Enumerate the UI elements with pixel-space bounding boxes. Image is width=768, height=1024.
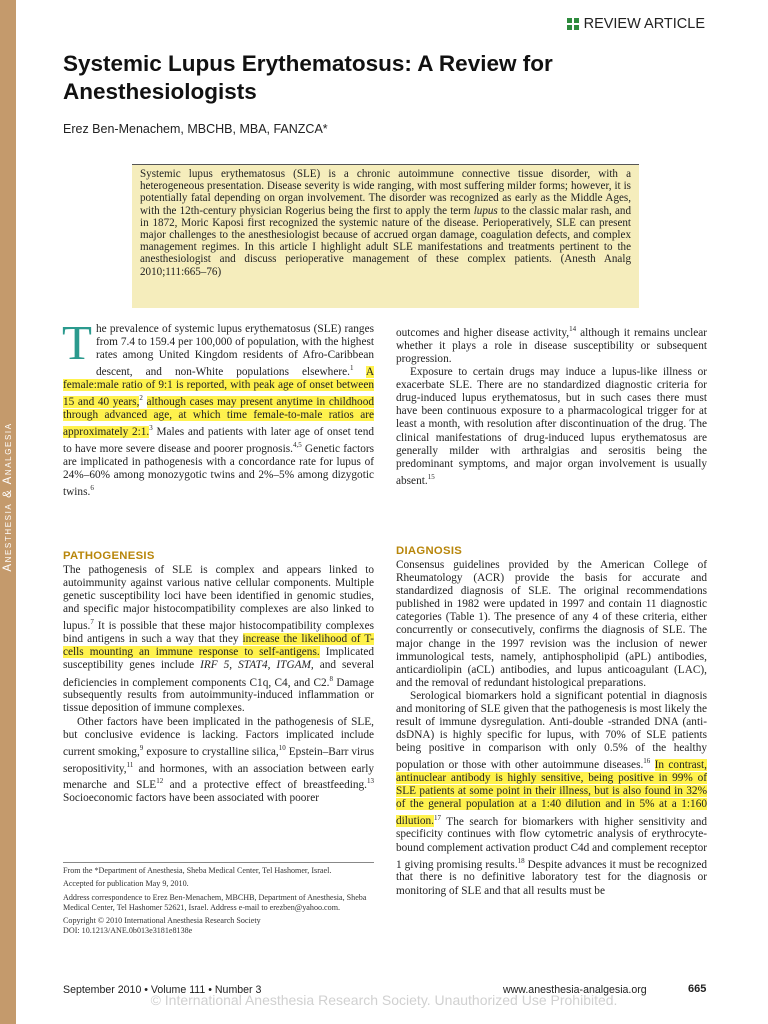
pathogenesis-paragraph-2	[63, 716, 374, 806]
ref: 17	[433, 813, 441, 822]
gene-names: IRF 5, STAT4, ITGAM,	[200, 659, 314, 672]
diagnosis-section	[396, 559, 707, 898]
intro-text-2: Males and patients with later age of onset tend to have more severe disease and poorer prognosis.	[63, 425, 374, 455]
text: The pathogenesis of SLE is complex and appears linked to autoimmunity against various native cellular components. Multiple genetic susceptibility loci have been identified in genomic studies, and specific major histocompatibility complexes are also linked to lupus.	[63, 564, 374, 633]
drug-induced-section	[396, 323, 707, 488]
footnote-affiliation: From the *Department of Anesthesia, Sheba Medical Center, Tel Hashomer, Israel.	[63, 866, 332, 875]
diagnosis-heading: DIAGNOSIS	[396, 545, 463, 557]
page-number: 665	[688, 983, 707, 995]
text: and a protective effect of breastfeeding.	[169, 779, 367, 792]
highlight-tcells: increase the likelihood of T-cells mounting an immune response to self-antigens.	[63, 633, 374, 659]
ref: 14	[569, 325, 577, 333]
text: The search for biomarkers with higher sensitivity and specificity continues with flow cytometric analysis of erythrocyte-bound complement activation product C4d and complement receptor 1 giving promising results.	[396, 815, 707, 871]
intro-text: he prevalence of systemic lupus erythematosus (SLE) ranges from 7.4 to 159.4 per 100,000 of population, with the highest rates among United Kingdom residents of Afro-Caribbean descent, and non-White populations elsewhere.	[95, 323, 374, 379]
ref: 10	[278, 743, 286, 752]
text: exposure to crystalline silica,	[146, 745, 279, 758]
article-type-tag	[567, 16, 705, 32]
ref: 9	[139, 743, 144, 752]
diagnosis-paragraph-2	[396, 690, 707, 898]
footnote-doi: DOI: 10.1213/ANE.0b013e3181e8138e	[63, 926, 193, 936]
ref: 15	[427, 472, 435, 481]
text: Other factors have been implicated in the pathogenesis of SLE, but conclusive evidence is lacking. Factors implicated include current smoking,	[63, 715, 374, 758]
article-title: Systemic Lupus Erythematosus: A Review for Anesthesiologists	[63, 51, 553, 104]
text: Despite advances it must be recognized that there is no definitive laboratory test for the diagnosis or monitoring of SLE and that all results must be	[396, 858, 707, 897]
text: and hormones, with an association between early menarche and SLE	[63, 762, 375, 792]
pathogenesis-section	[63, 564, 374, 805]
intro-section	[62, 315, 375, 499]
drop-cap: T	[62, 315, 92, 370]
text: and several deficiencies in complement components C1q, C4, and C2.	[63, 659, 374, 689]
text: Exposure to certain drugs may induce a lupus-like illness or exacerbate SLE. There are no standardized diagnostic criteria for drug-induced lupus erythematosus, but in such cases there must have been continuous exposure to a pharmacological trigger for at least a month, with resolution after discontinuation of the drug. The clinical manifestations of drug-induced lupus erythematosus are generally milder with arthralgias and serositis being the predominant symptoms, and major organ involvement is usually absent.	[396, 366, 707, 487]
abstract-box	[132, 164, 639, 308]
text: Damage subsequently results from autoimmunity-induced inflammation or tissue deposition of immune complexes.	[63, 676, 374, 715]
intro-text-3: Genetic factors are implicated in pathogenesis with a concordance rate for lupus of 24%–60% among monozygotic twins and 2%–5% among dizygotic twins.	[63, 442, 375, 498]
article-type-label: REVIEW ARTICLE	[583, 16, 705, 32]
abstract-text: Systemic lupus erythematosus (SLE) is a chronic autoimmune connective tissue disorder, with a heterogeneous presentation. Disease severity is wide ranging, with most suffering milder forms; however, it is potentially fatal depending on organ involvement. The disorder was recognized as early as the Middle Ages, with the 12th-century physician Rogerius being the first to apply the term	[140, 168, 631, 217]
intro-paragraph	[62, 315, 375, 499]
text: Socioeconomic factors have been associated with poorer	[63, 792, 319, 805]
text: although it remains unclear whether it plays a role in disease susceptibility or subsequent progression.	[396, 326, 707, 365]
diagnosis-paragraph-1: Consensus guidelines provided by the American College of Rheumatology (ACR) provide the basis for accurate and standardized diagnosis of SLE. The original recommendations published in 1982 were updated in 1997 and contain 11 diagnostic categories (Table 1). The presence of any 4 of these criteria, either concurrently or consecutively, confirms the diagnosis of SLE. The major change in the 1997 revision was the inclusion of newer immunological tests, namely, antiphospholipid (aPL) antibodies, anticardiolipin (aCL) antibodies, and lupus anticoagulant (LAC), and the removal of redundant histological preparations.	[396, 559, 707, 689]
ref: 13	[367, 777, 374, 786]
journal-sidebar	[0, 0, 16, 1024]
journal-name: Anesthesia & Analgesia	[2, 422, 14, 572]
ref: 18	[517, 856, 525, 865]
ref: 11	[126, 760, 134, 769]
issue-info: September 2010 • Volume 111 • Number 3	[63, 984, 262, 996]
right-paragraph-1	[396, 323, 707, 366]
text: It is possible that these major histocompatibility complexes bind antigens in such a way that they	[63, 620, 374, 646]
author-line: Erez Ben-Menachem, MBCHB, MBA, FANZCA*	[63, 122, 328, 136]
text: Epstein–Barr virus seropositivity,	[63, 745, 375, 775]
ref: 12	[156, 777, 164, 786]
ref: 3	[149, 424, 153, 433]
ref: 4,5	[292, 441, 302, 450]
right-paragraph-2	[396, 366, 707, 488]
text: Serological biomarkers hold a significant potential in diagnosis and monitoring of SLE given that the pathogenesis is most likely the result of immune dysregulation. Anti-double -stranded DNA (anti-dsDNA) is highly specific for lupus, with 70% of SLE patients being positive in comparison with only 0.5% of the healthy population or those with other autoimmune diseases.	[396, 689, 707, 772]
abstract-citation: (Anesth Analg 2010;111:665–76)	[140, 253, 631, 278]
abstract-text-2: to the classic malar rash, and in 1872, Moric Kaposi first recognized the systemic nature of the disease. Perioperatively, SLE can present major challenges to the anesthesiologist because of accrued organ damage, coagulation defects, and complex management regimes. In this article I highlight adult SLE manifestations and treatments pertinent to the anesthesiologist and discuss perioperative management of these complex patients.	[140, 204, 631, 266]
footnote-accepted: Accepted for publication May 9, 2010.	[63, 879, 189, 889]
pathogenesis-heading: PATHOGENESIS	[63, 550, 155, 562]
ref: 8	[329, 674, 334, 683]
highlight-age: although cases may present anytime in childhood through advanced age, at which time female-to-male ratios are approximately 2:1.	[63, 396, 375, 438]
highlight-ratio: A female:male ratio of 9:1 is reported, with peak age of onset between 15 and 40 years,	[63, 366, 374, 408]
ref: 6	[90, 484, 94, 493]
ref: 7	[90, 618, 94, 627]
grid-squares-icon	[567, 18, 579, 30]
abstract-italic: lupus	[473, 204, 498, 217]
footnote-copyright: Copyright © 2010 International Anesthesia Research Society	[63, 916, 261, 926]
ref: 2	[139, 394, 143, 403]
ref: 1	[349, 364, 354, 373]
footnote-correspondence: Address correspondence to Erez Ben-Menachem, MBCHB, Department of Anesthesia, Sheba Medical Center, Tel Hashomer 52621, Israel. Address e-mail to erezben@yahoo.com.	[63, 892, 367, 912]
copyright-watermark: © International Anesthesia Research Society. Unauthorized Use Prohibited.	[150, 992, 618, 1008]
journal-url[interactable]: www.anesthesia-analgesia.org	[503, 984, 647, 996]
footnotes	[63, 862, 374, 940]
ref: 16	[643, 757, 651, 766]
pathogenesis-paragraph-1	[63, 564, 374, 716]
highlight-ana: In contrast, antinuclear antibody is highly sensitive, being positive in 99% of SLE patients at some point in their illness, but is also found in 32% of the general population at a 1:40 dilution and in 5% at a 1:160 dilution.	[396, 759, 708, 828]
text: Implicated susceptibility genes include	[63, 646, 375, 672]
text: outcomes and higher disease activity,	[396, 326, 570, 339]
